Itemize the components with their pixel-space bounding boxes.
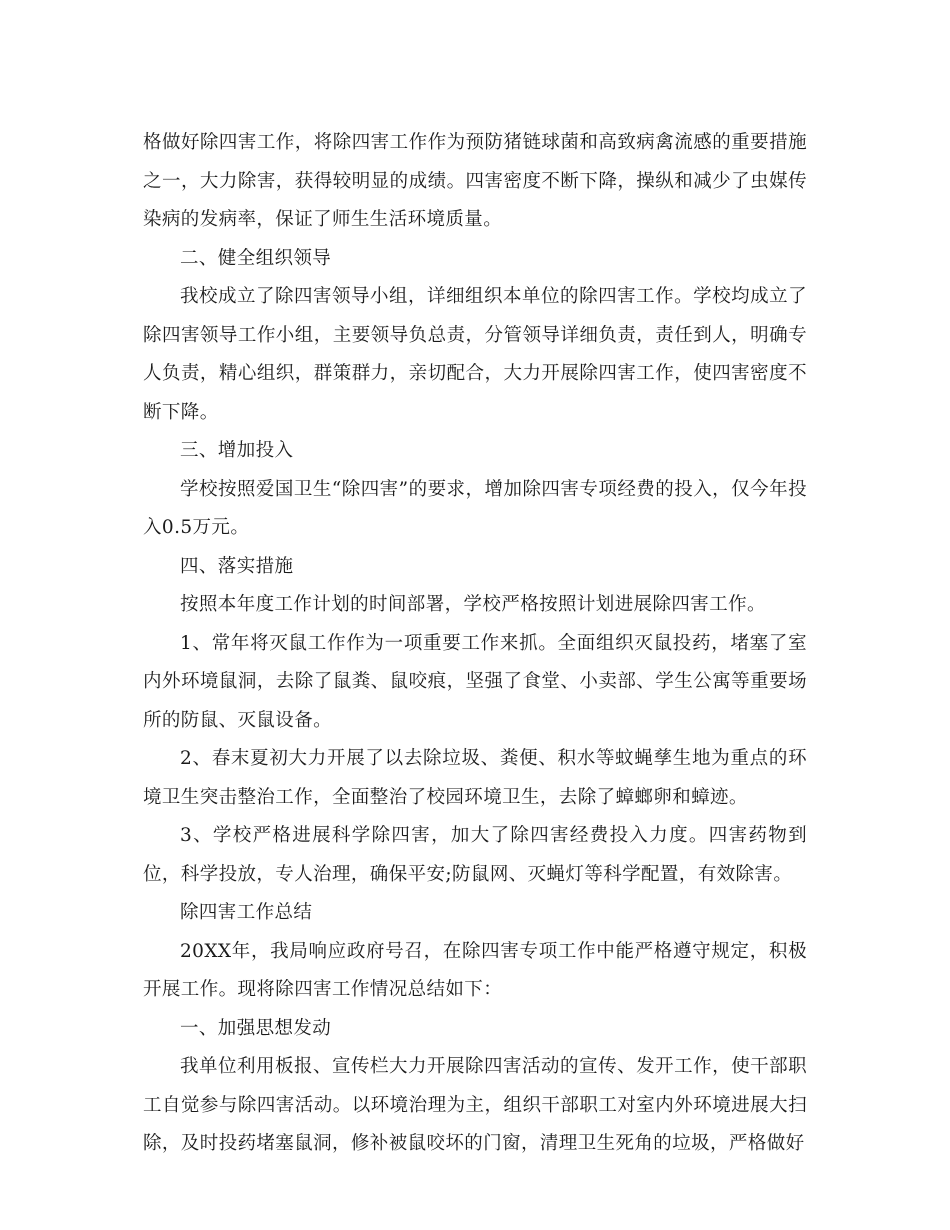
paragraph-measure-3: 3、学校严格进展科学除四害，加大了除四害经费投入力度。四害药物到位，科学投放，专人治理，确保平安;防鼠网、灭蝇灯等科学配置，有效除害。 <box>143 825 807 885</box>
document-subtitle: 除四害工作总结 <box>180 902 313 923</box>
paragraph-investment: 学校按照爱国卫生“除四害”的要求，增加除四害专项经费的投入，仅今年投入0.5万元。 <box>143 478 807 538</box>
paragraph-summary-intro: 20XX年，我局响应政府号召，在除四害专项工作中能严格遵守规定，积极开展工作。现将除四害工作情况总结如下： <box>143 940 807 1000</box>
paragraph-intro-continuation: 格做好除四害工作，将除四害工作作为预防猪链球菌和高致病禽流感的重要措施之一，大力除害，获得较明显的成绩。四害密度不断下降，操纵和减少了虫媒传染病的发病率，保证了师生生活环境质量。 <box>143 132 807 230</box>
paragraph-measure-2: 2、春末夏初大力开展了以去除垃圾、粪便、积水等蚊蝇孳生地为重点的环境卫生突击整治工作，全面整治了校园环境卫生，去除了蟑螂卵和蟑迹。 <box>143 748 807 808</box>
paragraph-measures-intro: 按照本年度工作计划的时间部署，学校严格按照计划进展除四害工作。 <box>180 594 766 615</box>
document-body <box>143 124 807 1164</box>
section-heading-mobilization: 一、加强思想发动 <box>180 1017 332 1039</box>
section-heading-investment: 三、增加投入 <box>180 440 294 461</box>
section-heading-measures: 四、落实措施 <box>180 555 294 577</box>
paragraph-leadership: 我校成立了除四害领导小组，详细组织本单位的除四害工作。学校均成立了除四害领导工作小组，主要领导负总责，分管领导详细负责，责任到人，明确专人负责，精心组织，群策群力，亲切配合，大力开展除四害工作，使四害密度不断下降。 <box>143 286 807 423</box>
section-heading-leadership: 二、健全组织领导 <box>180 247 332 269</box>
paragraph-mobilization: 我单位利用板报、宣传栏大力开展除四害活动的宣传、发开工作，使干部职工自觉参与除四害活动。以环境治理为主，组织干部职工对室内外环境进展大扫除，及时投药堵塞鼠洞，修补被鼠咬坏的门窗，清理卫生死角的垃圾，严格做好 <box>143 1056 807 1154</box>
paragraph-measure-1: 1、常年将灭鼠工作作为一项重要工作来抓。全面组织灭鼠投药，堵塞了室内外环境鼠洞，去除了鼠粪、鼠咬痕，坚强了食堂、小卖部、学生公寓等重要场所的防鼠、灭鼠设备。 <box>143 632 807 731</box>
